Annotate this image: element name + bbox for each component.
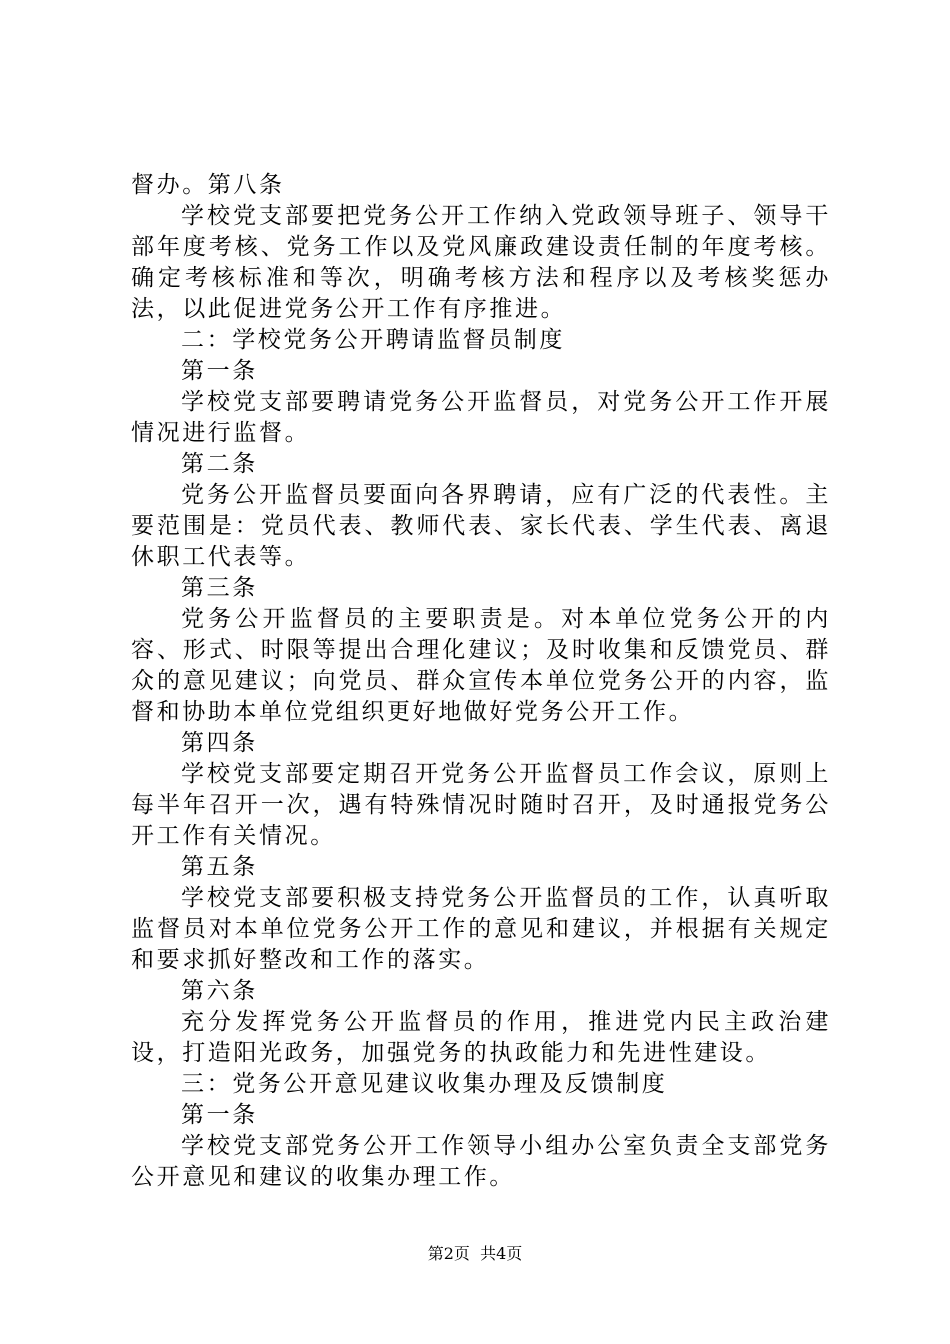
paragraph: 学校党支部要把党务公开工作纳入党政领导班子、领导干部年度考核、党务工作以及党风廉政建设责任制的年度考核。确定考核标准和等次，明确考核方法和程序以及考核奖惩办法，以此促进党务公开工作有序推进。 xyxy=(131,203,831,322)
section-heading: 二：学校党务公开聘请监督员制度 xyxy=(181,327,565,353)
paragraph: 学校党支部要定期召开党务公开监督员工作会议，原则上每半年召开一次，遇有特殊情况时随时召开，及时通报党务公开工作有关情况。 xyxy=(131,761,831,849)
article-number: 第一条 xyxy=(181,1102,258,1128)
section-heading: 三：党务公开意见建议收集办理及反馈制度 xyxy=(181,1071,668,1097)
paragraph: 督办。第八条 xyxy=(131,172,285,198)
article-number: 第五条 xyxy=(181,854,258,880)
paragraph: 学校党支部党务公开工作领导小组办公室负责全支部党务公开意见和建议的收集办理工作。 xyxy=(131,1133,831,1190)
paragraph: 党务公开监督员要面向各界聘请，应有广泛的代表性。主要范围是：党员代表、教师代表、家长代表、学生代表、离退休职工代表等。 xyxy=(131,482,831,570)
article-number: 第三条 xyxy=(181,575,258,601)
document-body xyxy=(131,170,831,1193)
paragraph: 党务公开监督员的主要职责是。对本单位党务公开的内容、形式、时限等提出合理化建议；及时收集和反馈党员、群众的意见建议；向党员、群众宣传本单位党务公开的内容，监督和协助本单位党组织更好地做好党务公开工作。 xyxy=(131,606,831,725)
article-number: 第一条 xyxy=(181,358,258,384)
paragraph: 学校党支部要聘请党务公开监督员，对党务公开工作开展情况进行监督。 xyxy=(131,389,831,446)
article-number: 第二条 xyxy=(181,451,258,477)
article-number: 第六条 xyxy=(181,978,258,1004)
article-number: 第四条 xyxy=(181,730,258,756)
paragraph: 学校党支部要积极支持党务公开监督员的工作，认真听取监督员对本单位党务公开工作的意见和建议，并根据有关规定和要求抓好整改和工作的落实。 xyxy=(131,885,831,973)
page-footer xyxy=(0,1244,950,1264)
paragraph: 充分发挥党务公开监督员的作用，推进党内民主政治建设，打造阳光政务，加强党务的执政能力和先进性建设。 xyxy=(131,1009,831,1066)
page-number-label: 第2页 共4页 xyxy=(427,1244,523,1263)
